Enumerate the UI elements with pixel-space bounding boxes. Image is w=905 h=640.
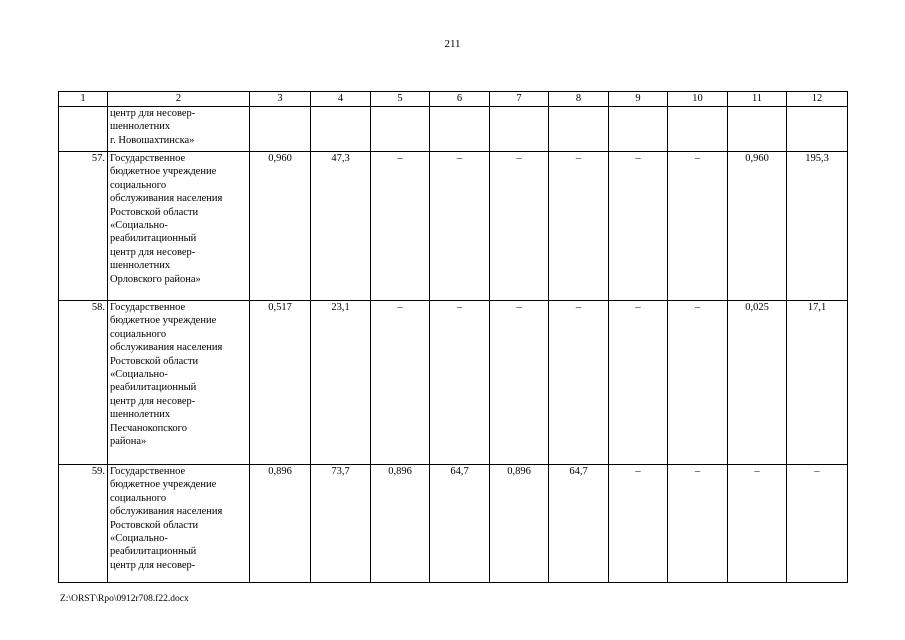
value-cell: 0,517 xyxy=(250,301,311,465)
value-cell: – xyxy=(430,301,490,465)
name-line: Ростовской области xyxy=(110,206,199,218)
name-line: Государственное xyxy=(110,466,186,477)
name-line: шеннолетних xyxy=(110,260,171,272)
name-line: центр для несовер- xyxy=(110,246,196,258)
name-line: Ростовской области xyxy=(110,519,199,531)
name-line: Песчанокопского xyxy=(110,422,187,434)
value-cell xyxy=(668,107,728,152)
row-number xyxy=(59,107,108,152)
value-cell: – xyxy=(609,465,668,583)
name-line: г. Новошахтинска» xyxy=(110,134,195,146)
column-header: 3 xyxy=(250,92,311,107)
value-cell: 23,1 xyxy=(311,301,371,465)
value-cell: – xyxy=(609,301,668,465)
name-line: центр для несовер- xyxy=(110,395,196,407)
data-table xyxy=(58,91,848,583)
value-cell: – xyxy=(668,152,728,301)
value-cell: 0,896 xyxy=(371,465,430,583)
value-cell xyxy=(430,107,490,152)
value-cell: 47,3 xyxy=(311,152,371,301)
value-cell: – xyxy=(609,152,668,301)
value-cell: – xyxy=(430,152,490,301)
column-header: 4 xyxy=(311,92,371,107)
row-number: 57. xyxy=(59,152,108,301)
name-line: центр для несовер- xyxy=(110,108,196,119)
name-line: «Социально- xyxy=(110,369,168,381)
name-line: реабилитационный xyxy=(110,382,197,394)
value-cell: – xyxy=(549,301,609,465)
value-cell xyxy=(250,107,311,152)
value-cell: 0,960 xyxy=(728,152,787,301)
row-number: 59. xyxy=(59,465,108,583)
value-cell: 64,7 xyxy=(549,465,609,583)
name-line: обслуживания населения xyxy=(110,342,223,354)
footer-file-path: Z:\ORST\Rpo\0912r708.f22.docx xyxy=(60,594,189,604)
name-line: социального xyxy=(110,179,167,191)
name-line: обслуживания населения xyxy=(110,193,223,205)
value-cell xyxy=(549,107,609,152)
value-cell xyxy=(371,107,430,152)
value-cell xyxy=(787,107,848,152)
value-cell: 0,896 xyxy=(490,465,549,583)
name-line: «Социально- xyxy=(110,220,168,232)
column-header: 10 xyxy=(668,92,728,107)
header-row xyxy=(59,92,848,107)
value-cell: – xyxy=(371,152,430,301)
name-line: бюджетное учреждение xyxy=(110,166,217,178)
column-header: 1 xyxy=(59,92,108,107)
name-line: реабилитационный xyxy=(110,233,197,245)
value-cell: 73,7 xyxy=(311,465,371,583)
institution-name xyxy=(108,107,250,152)
column-header: 5 xyxy=(371,92,430,107)
name-line: района» xyxy=(110,436,147,448)
institution-name xyxy=(108,465,250,583)
name-line: социального xyxy=(110,492,167,504)
column-header: 2 xyxy=(108,92,250,107)
table-row xyxy=(59,301,848,465)
table-row xyxy=(59,152,848,301)
name-line: бюджетное учреждение xyxy=(110,479,217,491)
institution-name xyxy=(108,152,250,301)
value-cell: – xyxy=(787,465,848,583)
value-cell: – xyxy=(490,152,549,301)
name-line: шеннолетних xyxy=(110,409,171,421)
name-line: Государственное xyxy=(110,153,186,164)
table-row xyxy=(59,107,848,152)
page-number: 211 xyxy=(444,38,461,50)
name-line: «Социально- xyxy=(110,533,168,545)
value-cell: – xyxy=(371,301,430,465)
name-line: реабилитационный xyxy=(110,546,197,558)
value-cell: 0,960 xyxy=(250,152,311,301)
name-line: центр для несовер- xyxy=(110,559,196,571)
value-cell: 17,1 xyxy=(787,301,848,465)
name-line: социального xyxy=(110,328,167,340)
name-line: Государственное xyxy=(110,302,186,313)
name-line: Орловского района» xyxy=(110,273,201,285)
value-cell: – xyxy=(728,465,787,583)
value-cell xyxy=(311,107,371,152)
value-cell: 0,025 xyxy=(728,301,787,465)
value-cell xyxy=(728,107,787,152)
value-cell: 0,896 xyxy=(250,465,311,583)
value-cell: – xyxy=(549,152,609,301)
value-cell xyxy=(490,107,549,152)
name-line: бюджетное учреждение xyxy=(110,315,217,327)
column-header: 11 xyxy=(728,92,787,107)
column-header: 7 xyxy=(490,92,549,107)
name-line: шеннолетних xyxy=(110,121,171,133)
value-cell: – xyxy=(668,465,728,583)
column-header: 12 xyxy=(787,92,848,107)
column-header: 6 xyxy=(430,92,490,107)
value-cell: 195,3 xyxy=(787,152,848,301)
name-line: обслуживания населения xyxy=(110,506,223,518)
table-row xyxy=(59,465,848,583)
value-cell: 64,7 xyxy=(430,465,490,583)
column-header: 8 xyxy=(549,92,609,107)
institution-name xyxy=(108,301,250,465)
value-cell: – xyxy=(490,301,549,465)
value-cell xyxy=(609,107,668,152)
value-cell: – xyxy=(668,301,728,465)
row-number: 58. xyxy=(59,301,108,465)
column-header: 9 xyxy=(609,92,668,107)
name-line: Ростовской области xyxy=(110,355,199,367)
